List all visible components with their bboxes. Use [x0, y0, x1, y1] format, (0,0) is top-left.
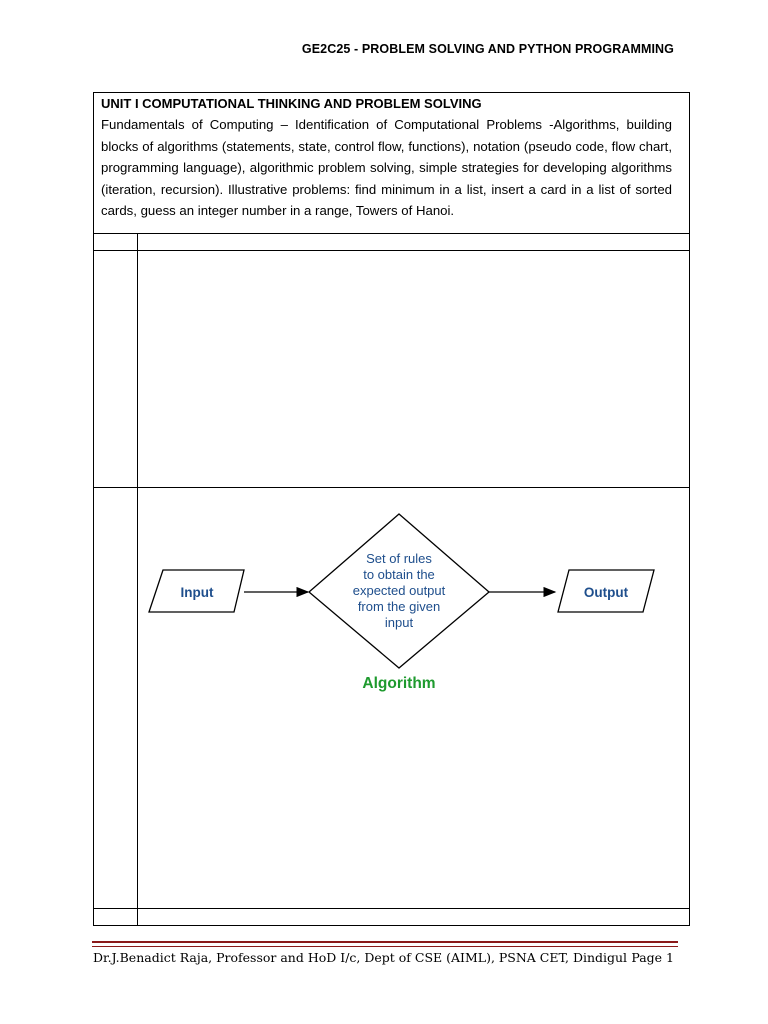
column-divider	[137, 234, 138, 251]
table-row	[94, 233, 689, 251]
syllabus-table	[93, 92, 690, 926]
unit-content	[101, 96, 672, 222]
unit-description: Fundamentals of Computing – Identification of Computational Problems -Algorithms, building blocks of algorithms (statements, state, control flow, functions), notation (pseudo code, flow chart, programming language), algorithmic problem solving, simple strategies for developing algorithms (iteration, recursion). Illustrative problems: find minimum in a list, insert a card in a list of sorted cards, guess an integer number in a range, Towers of Hanoi.	[101, 117, 672, 218]
table-row-diagram	[94, 487, 689, 909]
process-line: from the given	[357, 599, 441, 614]
footer-author: Dr.J.Benadict Raja, Professor and HoD I/c, Dept of CSE (AIML), PSNA CET, Dindigul	[93, 950, 628, 965]
process-line: input	[384, 615, 414, 630]
algorithm-flow-diagram	[138, 488, 690, 908]
page-number: Page 1	[631, 950, 674, 965]
output-label: Output	[583, 585, 629, 600]
input-label: Input	[180, 585, 214, 600]
process-line: to obtain the	[363, 567, 435, 582]
process-line: Set of rules	[366, 551, 432, 566]
table-row	[94, 908, 689, 926]
unit-row	[94, 93, 689, 233]
algorithm-caption: Algorithm	[362, 675, 436, 692]
unit-title: UNIT I COMPUTATIONAL THINKING AND PROBLEM SOLVING	[101, 96, 482, 111]
document-header-title: GE2C25 - PROBLEM SOLVING AND PYTHON PROGRAMMING	[301, 42, 674, 56]
footer-rule	[92, 946, 678, 947]
footer-rule	[92, 941, 678, 943]
column-divider	[137, 251, 138, 488]
table-row	[94, 250, 689, 488]
column-divider	[137, 909, 138, 926]
process-line: expected output	[352, 583, 446, 598]
